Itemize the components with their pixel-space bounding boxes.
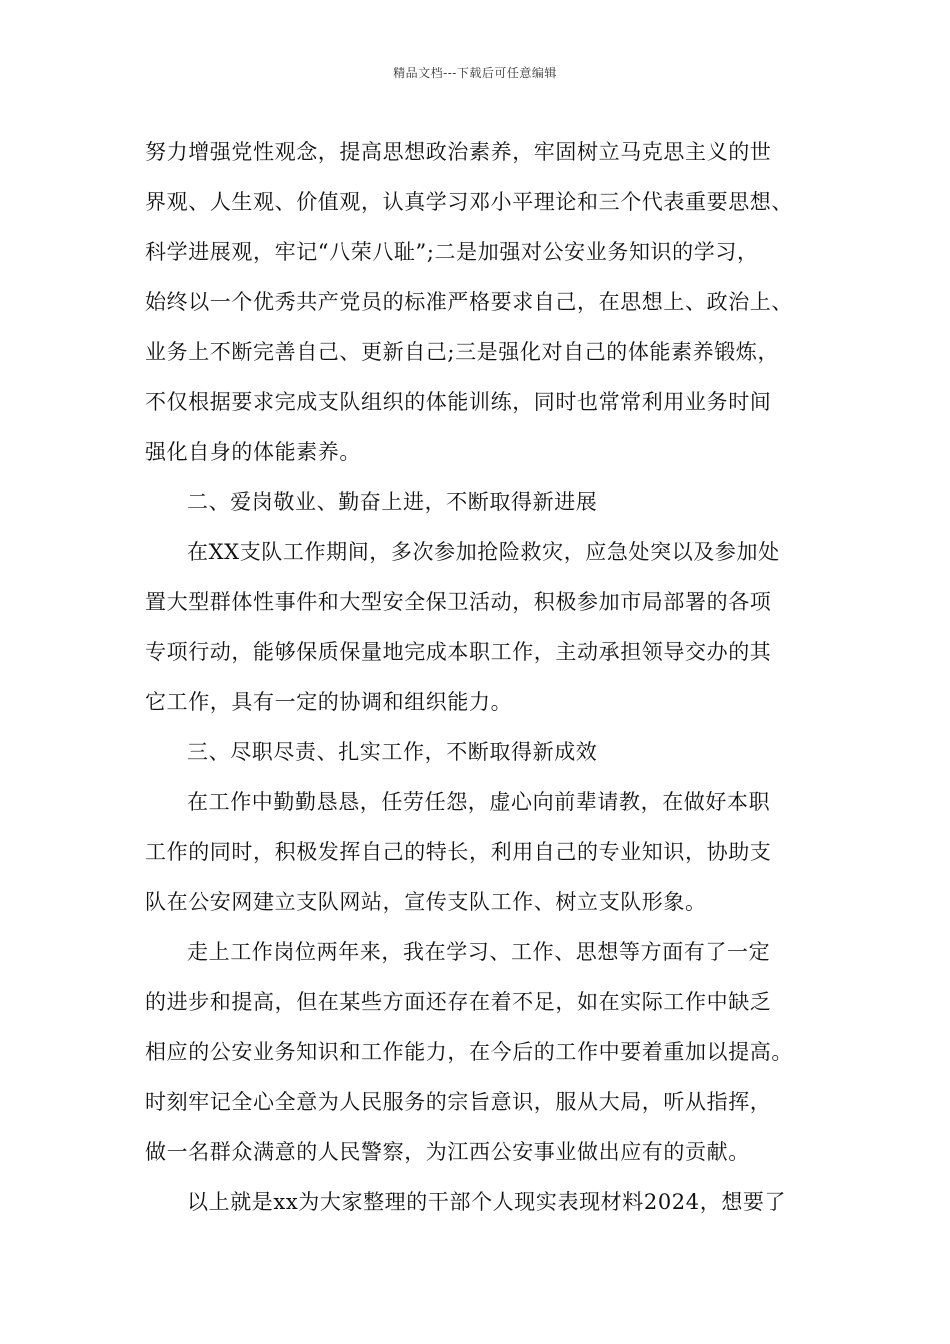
text-line: 业务上不断完善自己、更新自己;三是强化对自己的体能素养锻炼，	[145, 340, 780, 364]
text-line: 工作的同时，积极发挥自己的特长，利用自己的专业知识，协助支	[145, 840, 772, 864]
text-line: 不仅根据要求完成支队组织的体能训练，同时也常常利用业务时间	[145, 390, 772, 414]
text-line: 做一名群众满意的人民警察，为江西公安事业做出应有的贡献。	[145, 1140, 750, 1164]
page-header: 精品文档---下载后可任意编辑	[393, 66, 557, 80]
text-line: 以上就是xx为大家整理的干部个人现实表现材料2024，想要了	[187, 1190, 787, 1214]
text-line: 在XX支队工作期间，多次参加抢险救灾，应急处突以及参加处	[187, 540, 780, 564]
section-heading: 二、爱岗敬业、勤奋上进，不断取得新进展	[187, 490, 598, 514]
text-line: 它工作，具有一定的协调和组织能力。	[145, 690, 513, 714]
text-line: 时刻牢记全心全意为人民服务的宗旨意识，服从大局，听从指挥，	[145, 1090, 772, 1114]
text-line: 专项行动，能够保质保量地完成本职工作，主动承担领导交办的其	[145, 640, 772, 664]
document-body	[145, 127, 820, 1227]
text-line: 强化自身的体能素养。	[145, 440, 361, 464]
text-line: 科学进展观，牢记“八荣八耻”;二是加强对公安业务知识的学习，	[145, 240, 759, 264]
section-heading: 三、尽职尽责、扎实工作，不断取得新成效	[187, 740, 598, 764]
text-line: 队在公安网建立支队网站，宣传支队工作、树立支队形象。	[145, 890, 707, 914]
text-line: 在工作中勤勤恳恳，任劳任怨，虚心向前辈请教，在做好本职	[187, 790, 771, 814]
text-line: 努力增强党性观念，提高思想政治素养，牢固树立马克思主义的世	[145, 140, 772, 164]
text-line: 走上工作岗位两年来，我在学习、工作、思想等方面有了一定	[187, 940, 771, 964]
text-line: 界观、人生观、价值观，认真学习邓小平理论和三个代表重要思想、	[145, 190, 793, 214]
text-line: 的进步和提高，但在某些方面还存在着不足，如在实际工作中缺乏	[145, 990, 772, 1014]
text-line: 始终以一个优秀共产党员的标准严格要求自己，在思想上、政治上、	[145, 290, 793, 314]
text-line: 置大型群体性事件和大型安全保卫活动，积极参加市局部署的各项	[145, 590, 772, 614]
text-line: 相应的公安业务知识和工作能力，在今后的工作中要着重加以提高。	[145, 1040, 793, 1064]
